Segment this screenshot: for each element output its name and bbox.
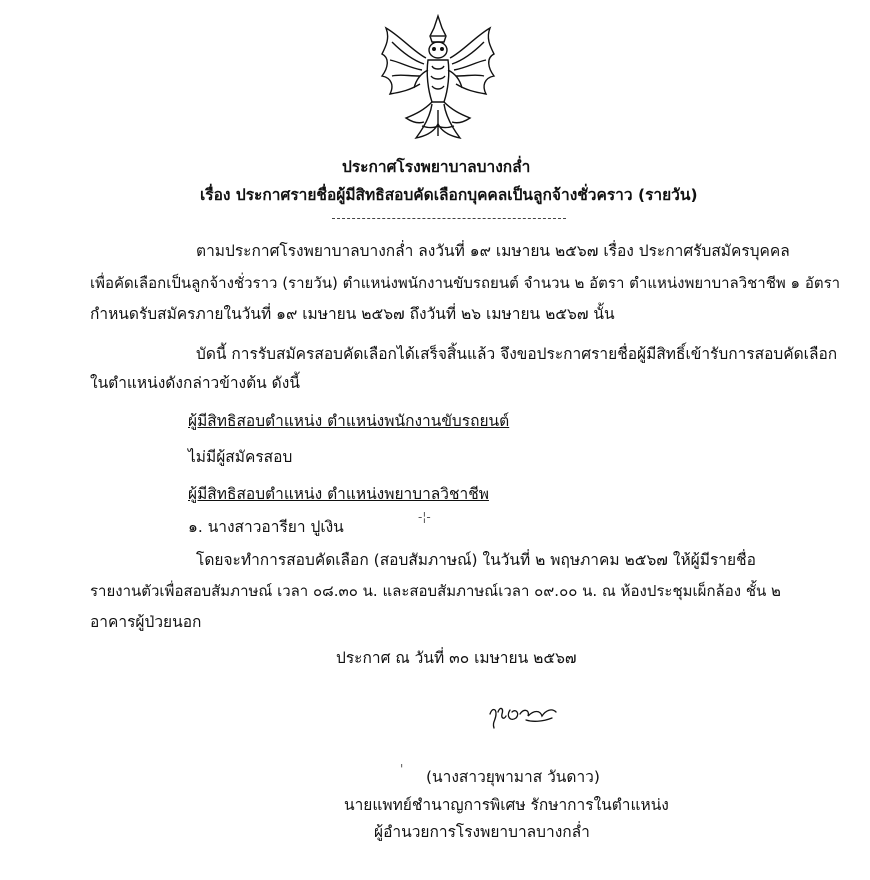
announcement-subject: เรื่อง ประกาศรายชื่อผู้มีสิทธิสอบคัดเลือกบุคคลเป็นลูกจ้างชั่วคราว (รายวัน)	[200, 186, 698, 204]
section-nurse-item: ๑. นางสาวอารียา ปูเงิน	[188, 518, 344, 536]
paragraph-2-line-2: ในตำแหน่งดังกล่าวข้างต้น ดังนี้	[90, 374, 300, 392]
garuda-emblem	[376, 14, 500, 144]
paragraph-2-line-1: บัดนี้ การรับสมัครสอบคัดเลือกได้เสร็จสิ้นแล้ว จึงขอประกาศรายชื่อผู้มีสิทธิ์เข้ารับการสอบคัดเลือก	[196, 345, 838, 363]
signatory-name: (นางสาวยุพามาส วันดาว)	[426, 768, 600, 786]
dateline: ประกาศ ณ วันที่ ๓๐ เมษายน ๒๕๖๗	[336, 649, 577, 667]
signatory-position: นายแพทย์ชำนาญการพิเศษ รักษาการในตำแหน่ง	[344, 796, 669, 814]
stray-mark: '	[400, 762, 404, 776]
announcement-title: ประกาศโรงพยาบาลบางกล่ำ	[342, 158, 531, 176]
section-nurse-heading: ผู้มีสิทธิสอบตำแหน่ง ตำแหน่งพยาบาลวิชาชีพ	[188, 485, 489, 503]
section-driver-text: ไม่มีผู้สมัครสอบ	[188, 448, 293, 466]
paragraph-3-line-3: อาคารผู้ป่วยนอก	[90, 613, 202, 631]
paragraph-3-line-1: โดยจะทำการสอบคัดเลือก (สอบสัมภาษณ์) ในวันที่ ๒ พฤษภาคม ๒๕๖๗ ให้ผู้มีรายชื่อ	[196, 551, 756, 569]
title-divider	[332, 218, 566, 219]
paragraph-3-line-2: รายงานตัวเพื่อสอบสัมภาษณ์ เวลา ๐๘.๓๐ น. และสอบสัมภาษณ์เวลา ๐๙.๐๐ น. ณ ห้องประชุมเผ็กล้อง ชั้น ๒	[90, 582, 781, 600]
paragraph-1-line-3: กำหนดรับสมัครภายในวันที่ ๑๙ เมษายน ๒๕๖๗ ถึงวันที่ ๒๖ เมษายน ๒๕๖๗ นั้น	[90, 305, 615, 323]
cursor-mark: -¦-	[418, 510, 431, 524]
paragraph-1-line-2: เพื่อคัดเลือกเป็นลูกจ้างชั่วราว (รายวัน) ตำแหน่งพนักงานขับรถยนต์ จำนวน ๒ อัตรา ตำแหน่งพยาบาลวิชาชีพ ๑ อัตรา	[90, 274, 841, 292]
paragraph-1-line-1: ตามประกาศโรงพยาบาลบางกล่ำ ลงวันที่ ๑๙ เมษายน ๒๕๖๗ เรื่อง ประกาศรับสมัครบุคคล	[196, 242, 790, 260]
section-driver-heading: ผู้มีสิทธิสอบตำแหน่ง ตำแหน่งพนักงานขับรถยนต์	[188, 412, 510, 430]
signatory-office: ผู้อำนวยการโรงพยาบาลบางกล่ำ	[374, 823, 590, 841]
handwritten-signature	[486, 700, 562, 734]
